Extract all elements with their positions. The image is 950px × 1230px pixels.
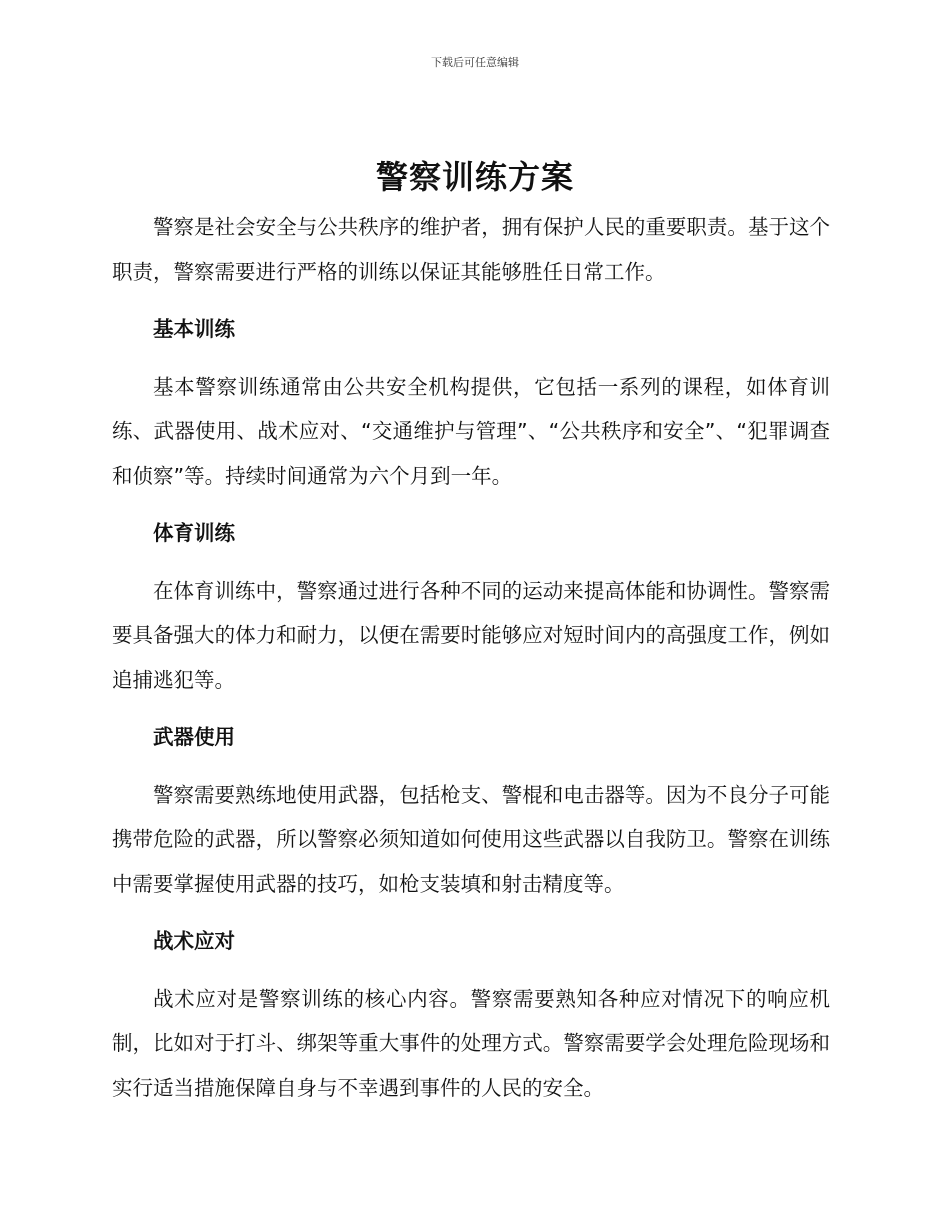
document-title: 警察训练方案 bbox=[375, 158, 574, 196]
section-heading-physical-training: 体育训练 bbox=[153, 521, 235, 545]
section-heading-weapon-use: 武器使用 bbox=[153, 725, 235, 749]
section-body-tactical-response: 战术应对是警察训练的核心内容。警察需要熟知各种应对情况下的响应机制，比如对于打斗、绑架等重大事件的处理方式。警察需要学会处理危险现场和实行适当措施保障自身与不幸遇到事件的人民的安全。 bbox=[112, 986, 830, 1100]
section-heading-tactical-response: 战术应对 bbox=[153, 929, 235, 953]
section-body-basic-training: 基本警察训练通常由公共安全机构提供，它包括一系列的课程，如体育训练、武器使用、战术应对、“交通维护与管理”、“公共秩序和安全”、“犯罪调查和侦察”等。持续时间通常为六个月到一年。 bbox=[112, 374, 830, 488]
section-heading-basic-training: 基本训练 bbox=[153, 317, 235, 341]
intro-paragraph: 警察是社会安全与公共秩序的维护者，拥有保护人民的重要职责。基于这个职责，警察需要进行严格的训练以保证其能够胜任日常工作。 bbox=[112, 215, 830, 284]
document-body bbox=[112, 205, 830, 1110]
page-header-note: 下载后可任意编辑 bbox=[431, 56, 519, 69]
section-body-physical-training: 在体育训练中，警察通过进行各种不同的运动来提高体能和协调性。警察需要具备强大的体力和耐力，以便在需要时能够应对短时间内的高强度工作，例如追捕逃犯等。 bbox=[112, 578, 830, 692]
section-body-weapon-use: 警察需要熟练地使用武器，包括枪支、警棍和电击器等。因为不良分子可能携带危险的武器，所以警察必须知道如何使用这些武器以自我防卫。警察在训练中需要掌握使用武器的技巧，如枪支装填和射击精度等。 bbox=[112, 782, 830, 896]
